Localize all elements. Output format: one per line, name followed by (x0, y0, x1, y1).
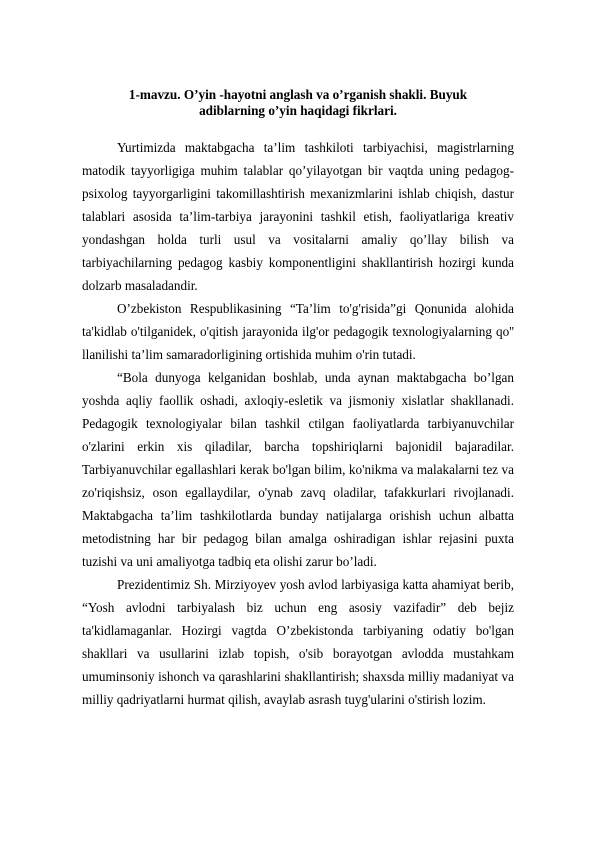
title-line-2: adiblarning o’yin haqidagi fikrlari. (199, 103, 397, 118)
paragraph-1: Yurtimizda maktabgacha ta’lim tashkiloti tarbiyachisi, magistrlarning matodik tayyorligiga muhim talablar qo’yilayotgan bir vaqtda uning pedagog-psixolog tayyorgarligini takomillashtirish mexanizmlarini ishlab chiqish, dastur talablari asosida ta’lim-tarbiya jarayonini tashkil etish, faoliyatlariga kreativ yondashgan holda turli usul va vositalarni amaliy qo’llay bilish va tarbiyachilarning pedagog kasbiy komponentligini shakllantirish hozirgi kunda dolzarb masaladandir. (82, 140, 514, 293)
document-page (82, 87, 514, 711)
title-line-1: 1-mavzu. O’yin -hayotni anglash va o’rganish shakli. Buyuk (128, 87, 468, 102)
paragraph-2: O’zbekiston Respublikasining “Ta’lim to'g'risida”gi Qonunida alohida ta'kidlab o'tilganidek, o'qitish jarayonida ilg'or pedagogik texnologiyalarning qo'' llanilishi ta’lim samaradorligining ortishida muhim o'rin tutadi. (82, 301, 514, 362)
paragraph-3: “Bola dunyoga kelganidan boshlab, unda aynan maktabgacha bo’lgan yoshda aqliy faollik oshadi, axloqiy-esletik va jismoniy xislatlar shakllanadi. Pedagogik texnologiyalar bilan tashkil ctilgan faoliyatlarda tarbiyanuvchilar o'zlarini erkin xis qiladilar, barcha topshiriqlarni bajonidil bajaradilar. Tarbiyanuvchilar egallashlari kerak bo'lgan bilim, ko'nikma va malakalarni tez va zo'riqishsiz, oson egallaydilar, o'ynab zavq oladilar, tafakkurlari rivojlanadi. Maktabgacha ta’lim tashkilotlarda bunday natijalarga orishish uchun albatta metodistning har bir pedagog bilan amalga oshiradigan ishlar rejasini puxta tuzishi va uni amaliyotga tadbiq eta olishi zarur bo’ladi. (82, 370, 514, 569)
document-title (82, 87, 514, 119)
paragraph-4: Prezidentimiz Sh. Mirziyoyev yosh avlod larbiyasiga katta ahamiyat berib, “Yosh avlodni tarbiyalash biz uchun eng asosiy vazifadir” deb bejiz ta'kidlamaganlar. Hozirgi vagtda O’zbekistonda tarbiyaning odatiy bo'lgan shakllari va usullarini izlab topish, o'sib borayotgan avlodda mustahkam umuminsoniy ishonch va qarashlarini shakllantirish; shaxsda milliy madaniyat va milliy qadriyatlarni hurmat qilish, avaylab asrash tuyg'ularini o'stirish lozim. (82, 577, 514, 707)
